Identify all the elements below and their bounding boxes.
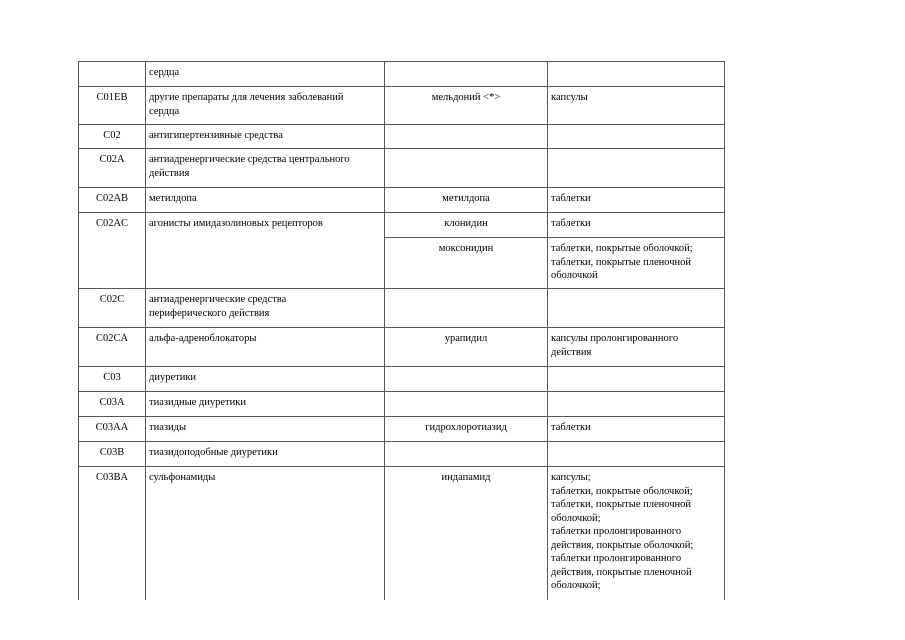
dosage-form-cell [548,289,725,328]
atc-code-cell: C02CA [79,328,146,367]
pharmacological-group-cell: метилдопа [146,188,385,213]
pharmacological-group-cell: тиазидоподобные диуретики [146,442,385,467]
atc-code-cell: C02C [79,289,146,328]
pharmacological-group-cell: антиадренергические средства центрального действия [146,149,385,188]
table-row [79,328,725,367]
drug-classification-table [78,61,725,600]
pharmacological-group-cell: антиадренергические средства периферического действия [146,289,385,328]
table-row [79,417,725,442]
pharmacological-group-cell: диуретики [146,367,385,392]
atc-code-cell [79,62,146,87]
atc-code-cell: C03BA [79,467,146,600]
atc-code-cell: C03A [79,392,146,417]
atc-code-cell: C03B [79,442,146,467]
dosage-form-cell [548,149,725,188]
table-row [79,125,725,149]
drug-name-cell: мельдоний <*> [385,87,548,125]
drug-name-cell [385,125,548,149]
dosage-form-cell: капсулы пролонгированного действия [548,328,725,367]
table-row [79,149,725,188]
table-row [79,188,725,213]
drug-name-cell: клонидин [385,213,548,238]
drug-name-cell [385,392,548,417]
dosage-form-cell: таблетки [548,213,725,238]
atc-code-cell: C02 [79,125,146,149]
atc-code-cell: C01EB [79,87,146,125]
atc-code-cell: C03 [79,367,146,392]
dosage-form-cell [548,125,725,149]
pharmacological-group-cell: антигипертензивные средства [146,125,385,149]
table-row [79,467,725,600]
table-row [79,87,725,125]
atc-code-cell: C03AA [79,417,146,442]
drug-name-cell [385,367,548,392]
drug-name-cell [385,62,548,87]
pharmacological-group-cell: сульфонамиды [146,467,385,600]
dosage-form-cell [548,392,725,417]
dosage-form-cell [548,442,725,467]
pharmacological-group-cell: альфа-адреноблокаторы [146,328,385,367]
table-row [79,442,725,467]
dosage-form-cell [548,367,725,392]
dosage-form-cell: капсулы; таблетки, покрытые оболочкой; таблетки, покрытые пленочной оболочкой; таблетки пролонгированного действия, покрытые оболочкой; таблетки пролонгированного действия, покрытые пленочной оболочкой; [548,467,725,600]
drug-name-cell: урапидил [385,328,548,367]
table-row [79,62,725,87]
atc-code-cell: C02AC [79,213,146,289]
pharmacological-group-cell: тиазиды [146,417,385,442]
drug-name-cell: метилдопа [385,188,548,213]
atc-code-cell: C02AB [79,188,146,213]
pharmacological-group-cell: сердца [146,62,385,87]
drug-name-cell: моксонидин [385,238,548,289]
pharmacological-group-cell: другие препараты для лечения заболеваний сердца [146,87,385,125]
table-row [79,213,725,238]
dosage-form-cell: таблетки, покрытые оболочкой; таблетки, покрытые пленочной оболочкой [548,238,725,289]
dosage-form-cell [548,62,725,87]
table-row [79,367,725,392]
table-row [79,289,725,328]
drug-name-cell: гидрохлоротиазид [385,417,548,442]
dosage-form-cell: таблетки [548,417,725,442]
dosage-form-cell: капсулы [548,87,725,125]
pharmacological-group-cell: агонисты имидазолиновых рецепторов [146,213,385,289]
table-row [79,392,725,417]
atc-code-cell: C02A [79,149,146,188]
pharmacological-group-cell: тиазидные диуретики [146,392,385,417]
dosage-form-cell: таблетки [548,188,725,213]
drug-name-cell [385,289,548,328]
drug-name-cell [385,149,548,188]
drug-name-cell: индапамид [385,467,548,600]
drug-name-cell [385,442,548,467]
